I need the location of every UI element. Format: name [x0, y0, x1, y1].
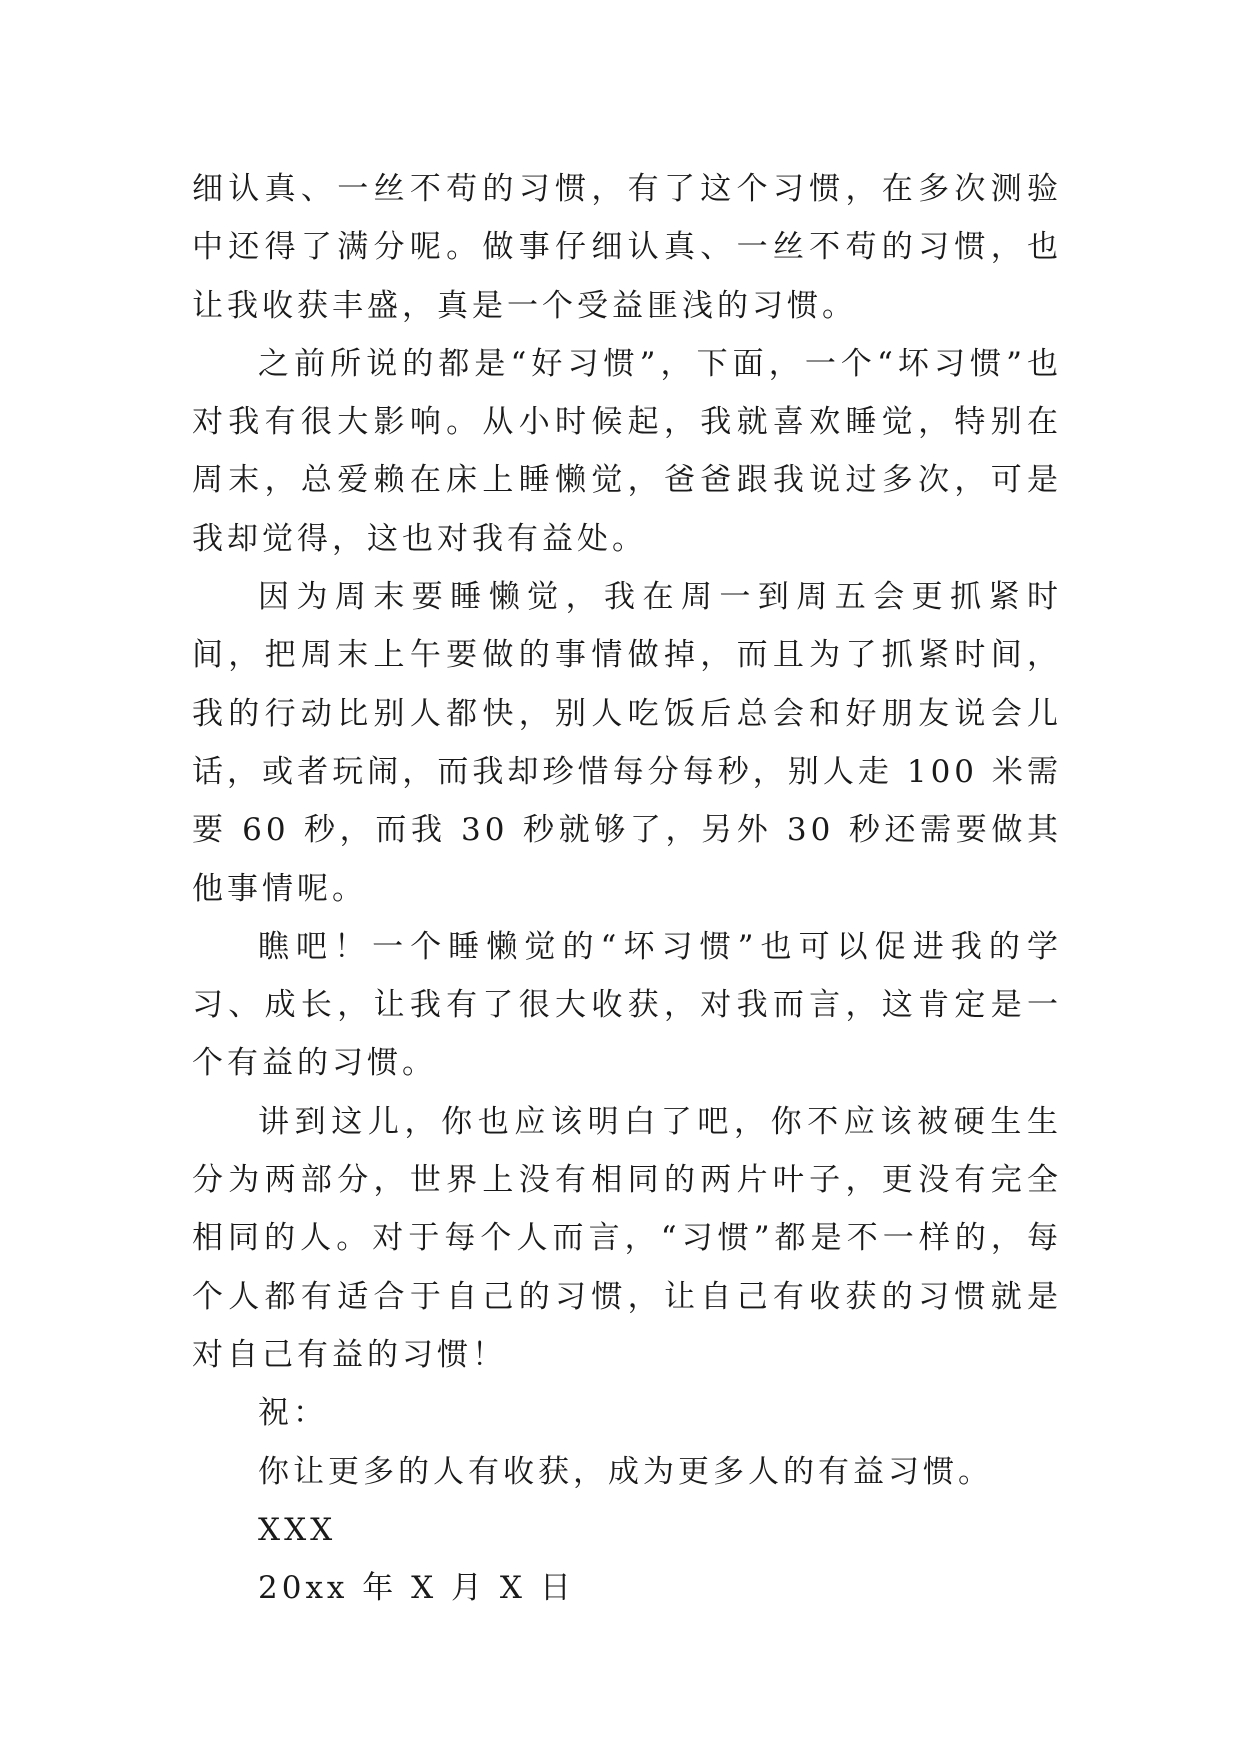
paragraph-weekend: 因为周末要睡懒觉，我在周一到周五会更抓紧时间，把周末上午要做的事情做掉，而且为了抓紧时间，我的行动比别人都快，别人吃饭后总会和好朋友说会儿话，或者玩闹，而我却珍惜每分每秒，别人走 100 米需要 60 秒，而我 30 秒就够了，另外 30 秒还需要做其他事情呢。 [192, 579, 1062, 907]
date: 20xx 年 X 月 X 日 [258, 1570, 575, 1607]
paragraph-conclusion: 瞧吧！一个睡懒觉的“坏习惯”也可以促进我的学习、成长，让我有了很大收获，对我而言，这肯定是一个有益的习惯。 [192, 928, 1062, 1082]
paragraph-continued: 细认真、一丝不苟的习惯，有了这个习惯，在多次测验中还得了满分呢。做事仔细认真、一丝不苟的习惯，也让我收获丰盛，真是一个受益匪浅的习惯。 [192, 171, 1062, 324]
paragraph-bad-habit: 之前所说的都是“好习惯”，下面，一个“坏习惯”也对我有很大影响。从小时候起，我就喜欢睡觉，特别在周末，总爱赖在床上睡懒觉，爸爸跟我说过多次，可是我却觉得，这也对我有益处。 [192, 345, 1062, 557]
closing-wish: 你让更多的人有收获，成为更多人的有益习惯。 [258, 1453, 993, 1490]
closing-salutation: 祝： [258, 1395, 328, 1432]
document-body [192, 160, 1062, 1617]
signature: XXX [258, 1511, 337, 1548]
paragraph-summary: 讲到这儿，你也应该明白了吧，你不应该被硬生生分为两部分，世界上没有相同的两片叶子，更没有完全相同的人。对于每个人而言，“习惯”都是不一样的，每个人都有适合于自己的习惯，让自己有收获的习惯就是对自己有益的习惯！ [192, 1103, 1062, 1373]
